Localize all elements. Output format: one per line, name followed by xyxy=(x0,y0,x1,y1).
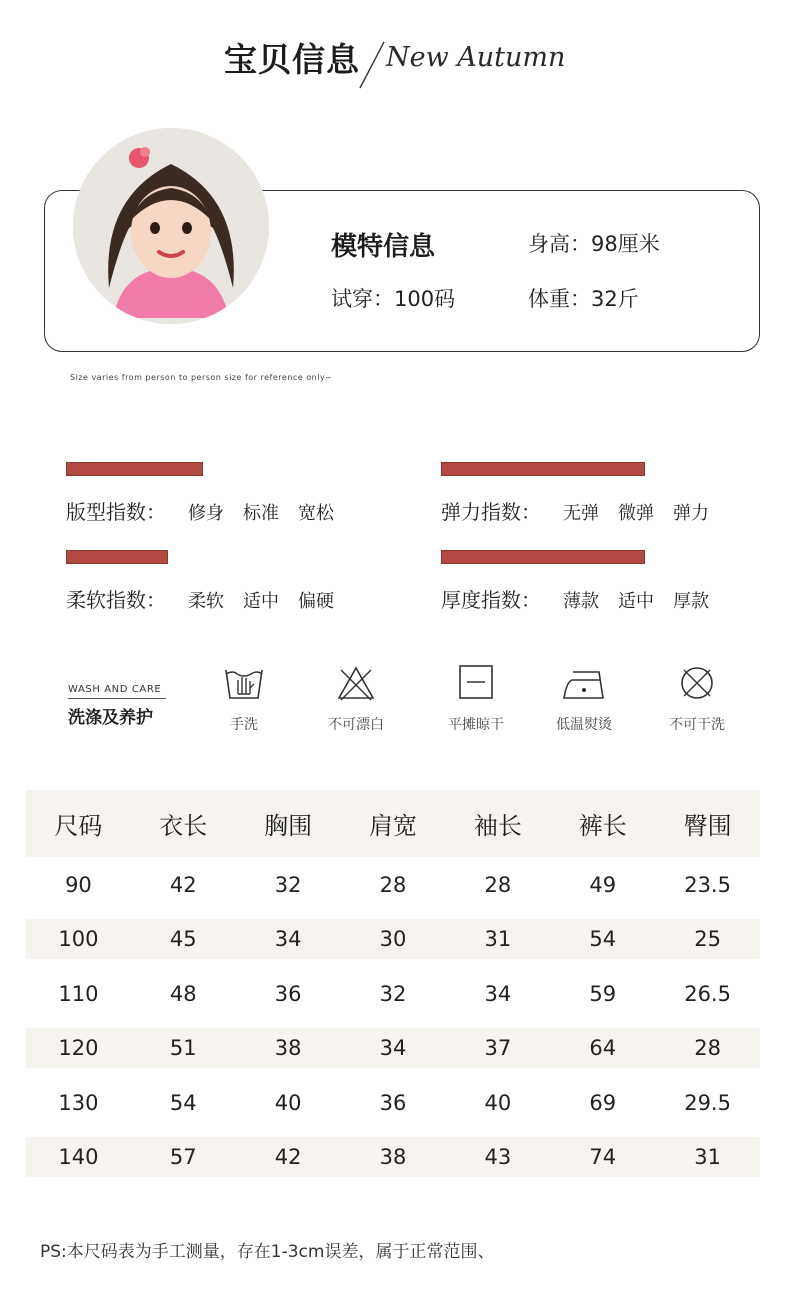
table-cell: 36 xyxy=(274,981,302,1006)
softness-index-row xyxy=(66,584,353,613)
index-option: 柔软 xyxy=(188,591,224,612)
table-cell: 28 xyxy=(379,872,407,897)
table-cell: 31 xyxy=(694,1145,721,1169)
table-cell: 49 xyxy=(589,872,617,897)
index-option: 适中 xyxy=(618,591,654,612)
table-cell: 25 xyxy=(694,927,721,951)
table-cell: 59 xyxy=(589,981,617,1006)
care-item-hand-wash xyxy=(194,664,294,734)
fit-label: 试穿： xyxy=(331,287,394,311)
fit-index-row xyxy=(66,496,353,525)
index-option: 偏硬 xyxy=(298,591,334,612)
care-item-dry-flat xyxy=(426,664,526,734)
hand-wash-icon xyxy=(223,664,265,702)
index-label: 厚度指数： xyxy=(441,588,541,612)
care-label: 不可干洗 xyxy=(669,717,725,733)
care-divider xyxy=(68,698,166,699)
no-dry-clean-icon xyxy=(676,664,718,702)
table-cell: 26.5 xyxy=(684,981,731,1006)
table-cell: 34 xyxy=(379,1036,407,1060)
height-label: 身高： xyxy=(528,232,591,256)
table-row xyxy=(26,1137,760,1177)
column-header: 肩宽 xyxy=(369,812,417,840)
model-height xyxy=(528,228,660,258)
table-cell: 38 xyxy=(274,1036,302,1060)
table-cell: 28 xyxy=(694,1036,721,1060)
table-row xyxy=(26,1075,760,1130)
table-cell: 28 xyxy=(484,872,512,897)
index-option: 薄款 xyxy=(563,591,599,612)
size-disclaimer: Size varies from person to person size for reference only~ xyxy=(70,373,333,382)
table-cell: 32 xyxy=(379,981,407,1006)
table-row xyxy=(26,966,760,1021)
index-option: 微弹 xyxy=(618,503,654,524)
table-cell: 32 xyxy=(274,872,302,897)
table-cell: 34 xyxy=(484,981,512,1006)
table-cell: 42 xyxy=(274,1145,302,1169)
column-header: 胸围 xyxy=(264,812,313,840)
column-header: 衣长 xyxy=(159,812,208,840)
footnote: PS:本尺码表为手工测量，存在1-3cm误差，属于正常范围、 xyxy=(40,1242,495,1262)
index-option: 标准 xyxy=(243,503,279,524)
index-option: 适中 xyxy=(243,591,279,612)
height-value: 98厘米 xyxy=(591,232,660,256)
care-label: 低温熨烫 xyxy=(556,717,612,733)
table-cell: 140 xyxy=(58,1145,99,1169)
care-item-no-dry-clean xyxy=(647,664,747,734)
table-cell: 90 xyxy=(65,872,92,897)
low-iron-icon xyxy=(561,664,607,702)
table-cell: 110 xyxy=(58,981,99,1006)
weight-value: 32斤 xyxy=(591,287,639,311)
care-label: 不可漂白 xyxy=(328,717,384,733)
index-option: 无弹 xyxy=(563,503,599,524)
page-subtitle: New Autumn xyxy=(386,42,566,73)
table-cell: 37 xyxy=(484,1036,512,1060)
dry-flat-icon xyxy=(455,664,497,702)
table-cell: 40 xyxy=(274,1090,302,1115)
table-row xyxy=(26,857,760,912)
table-cell: 45 xyxy=(169,927,197,951)
column-header: 臀围 xyxy=(683,812,732,840)
column-header: 尺码 xyxy=(54,812,103,840)
table-cell: 64 xyxy=(589,1036,617,1060)
table-cell: 100 xyxy=(58,927,99,951)
table-cell: 31 xyxy=(484,927,512,951)
table-row xyxy=(26,1028,760,1068)
fit-index-bar xyxy=(66,462,203,476)
thickness-index-row xyxy=(441,584,728,613)
table-cell: 120 xyxy=(58,1036,99,1060)
table-cell: 23.5 xyxy=(684,872,731,897)
index-label: 版型指数： xyxy=(66,500,166,524)
table-cell: 57 xyxy=(169,1145,197,1169)
table-cell: 40 xyxy=(484,1090,512,1115)
index-label: 柔软指数： xyxy=(66,588,166,612)
care-title-en: WASH AND CARE xyxy=(68,684,162,695)
page-title: 宝贝信息 xyxy=(224,40,360,79)
table-cell: 42 xyxy=(169,872,197,897)
care-item-no-bleach xyxy=(306,664,406,734)
model-heading: 模特信息 xyxy=(331,232,436,262)
table-cell: 54 xyxy=(589,927,617,951)
index-option: 厚款 xyxy=(673,591,709,612)
model-weight xyxy=(528,283,639,313)
care-title-cn: 洗涤及养护 xyxy=(68,708,153,728)
table-row xyxy=(26,919,760,959)
table-cell: 38 xyxy=(379,1145,407,1169)
model-fit-size xyxy=(331,283,455,313)
table-cell: 43 xyxy=(484,1145,512,1169)
index-option: 弹力 xyxy=(673,503,709,524)
table-cell: 69 xyxy=(589,1090,617,1115)
thickness-index-bar xyxy=(441,550,645,564)
table-cell: 34 xyxy=(274,927,302,951)
size-table xyxy=(26,790,760,1184)
care-item-low-iron xyxy=(534,664,634,734)
table-cell: 29.5 xyxy=(684,1090,731,1115)
care-label: 平摊晾干 xyxy=(448,717,504,733)
table-cell: 51 xyxy=(169,1036,197,1060)
table-header-row xyxy=(26,790,760,857)
column-header: 袖长 xyxy=(473,812,522,840)
fit-value: 100码 xyxy=(394,287,456,311)
stretch-index-bar xyxy=(441,462,645,476)
weight-label: 体重： xyxy=(528,287,591,311)
index-option: 宽松 xyxy=(298,503,334,524)
stretch-index-row xyxy=(441,496,728,525)
index-label: 弹力指数： xyxy=(441,500,541,524)
table-cell: 54 xyxy=(169,1090,197,1115)
table-cell: 30 xyxy=(379,927,407,951)
column-header: 裤长 xyxy=(578,812,627,840)
model-avatar xyxy=(73,128,269,324)
no-bleach-icon xyxy=(335,664,377,702)
table-cell: 48 xyxy=(169,981,197,1006)
table-cell: 36 xyxy=(379,1090,407,1115)
index-option: 修身 xyxy=(188,503,224,524)
table-body xyxy=(26,857,760,1177)
care-label: 手洗 xyxy=(230,717,258,733)
softness-index-bar xyxy=(66,550,168,564)
table-cell: 74 xyxy=(589,1145,617,1169)
table-cell: 130 xyxy=(58,1090,99,1115)
